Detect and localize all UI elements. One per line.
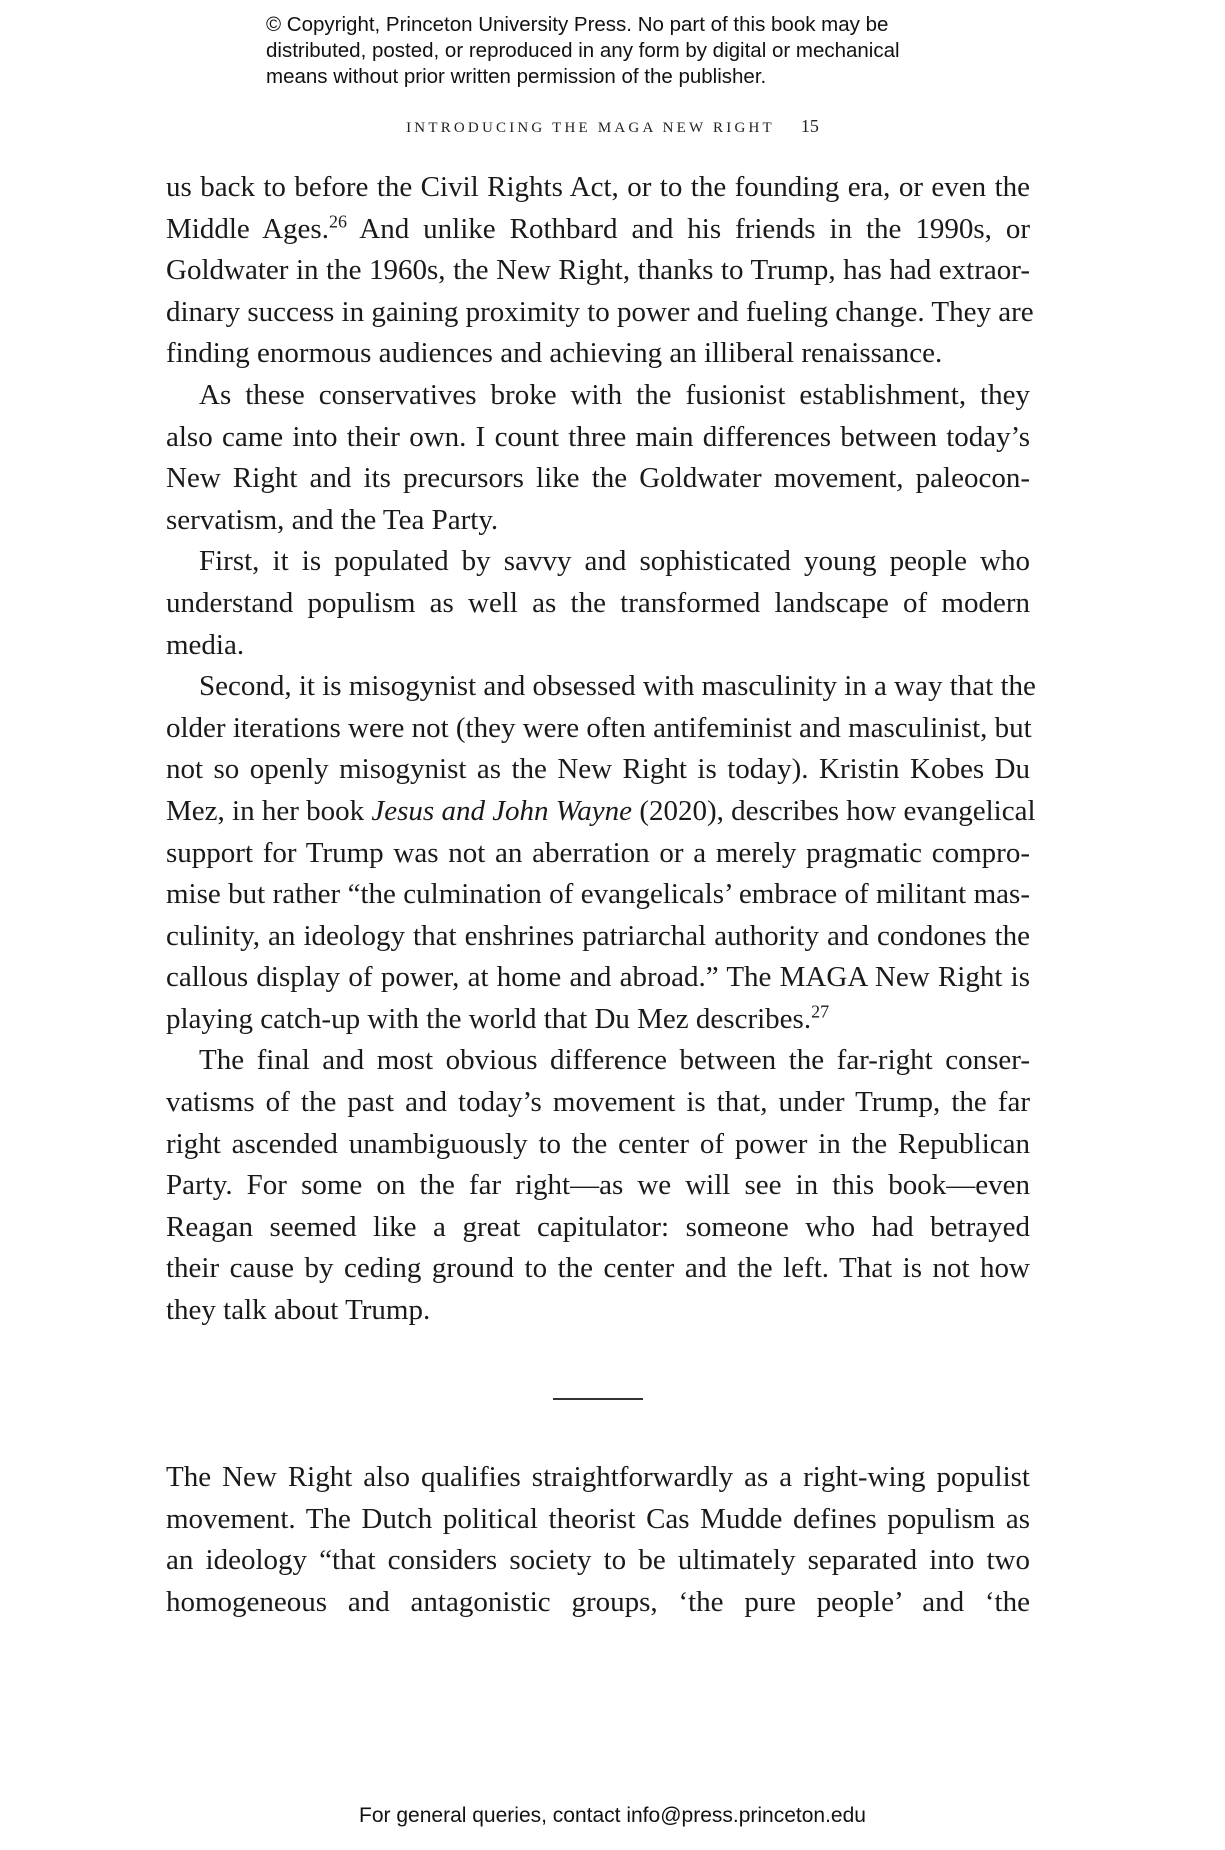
paragraph xyxy=(166,167,1034,375)
text-line: also came into their own. I count three main differences between today’s xyxy=(166,420,1030,453)
text-run: Mez, in her book xyxy=(166,794,372,827)
text-line: First, it is populated by savvy and sophisticated young people who xyxy=(199,545,1030,578)
text-line: right ascended unambiguously to the center of power in the Republican xyxy=(166,1127,1030,1160)
copyright-line: means without prior written permission of the publisher. xyxy=(266,65,767,88)
text-run: Middle Ages. xyxy=(166,212,329,245)
text-line: homogeneous and antagonistic groups, ‘the pure people’ and ‘the xyxy=(166,1585,1030,1618)
footnote-ref[interactable]: 27 xyxy=(811,1001,830,1022)
text-line: dinary success in gaining proximity to power and fueling change. They are xyxy=(166,295,1034,328)
text-line: understand populism as well as the transformed landscape of modern xyxy=(166,586,1030,619)
text-line: Reagan seemed like a great capitulator: someone who had betrayed xyxy=(166,1210,1030,1243)
text-run: (2020), describes how evangelical xyxy=(632,794,1036,827)
text-line: movement. The Dutch political theorist Cas Mudde defines populism as xyxy=(166,1502,1030,1535)
text-line xyxy=(166,209,1030,251)
text-line: an ideology “that considers society to be ultimately separated into two xyxy=(166,1544,1030,1577)
text-line: The final and most obvious difference between the far-right conser- xyxy=(199,1044,1030,1077)
text-line: callous display of power, at home and abroad.” The MAGA New Right is xyxy=(166,961,1030,994)
copyright-line: distributed, posted, or reproduced in any form by digital or mechanical xyxy=(266,39,900,62)
text-line: they talk about Trump. xyxy=(166,1294,431,1327)
text-run: playing catch-up with the world that Du Mez describes. xyxy=(166,1002,812,1035)
text-line: older iterations were not (they were often antifeminist and masculinist, but xyxy=(166,711,1032,744)
text-line: media. xyxy=(166,628,245,661)
text-line: finding enormous audiences and achieving an illiberal renaissance. xyxy=(166,337,943,370)
text-line: Goldwater in the 1960s, the New Right, thanks to Trump, has had extraor- xyxy=(166,254,1030,287)
text-line: support for Trump was not an aberration or a merely pragmatic compro- xyxy=(166,836,1030,869)
text-line: Party. For some on the far right—as we will see in this book—even xyxy=(166,1169,1030,1202)
running-head-title: INTRODUCING THE MAGA NEW RIGHT xyxy=(406,120,775,136)
text-line: New Right and its precursors like the Goldwater movement, paleocon- xyxy=(166,462,1030,495)
text-line xyxy=(166,791,1036,833)
text-run: And unlike Rothbard and his friends in the 1990s, or xyxy=(346,212,1030,245)
footer-contact: For general queries, contact info@press.princeton.edu xyxy=(359,1804,866,1827)
text-line: not so openly misogynist as the New Right is today). Kristin Kobes Du xyxy=(166,753,1030,786)
paragraph xyxy=(166,541,1030,666)
book-title: Jesus and John Wayne xyxy=(371,794,633,827)
running-head xyxy=(0,116,1225,137)
text-line: servatism, and the Tea Party. xyxy=(166,503,499,536)
footnote-ref[interactable]: 26 xyxy=(328,210,347,231)
paragraph xyxy=(166,666,1036,1040)
body-text-section-1 xyxy=(166,167,1036,1332)
text-line: us back to before the Civil Rights Act, or to the founding era, or even the xyxy=(166,171,1030,203)
text-line: As these conservatives broke with the fusionist establishment, they xyxy=(199,378,1030,411)
text-line: Second, it is misogynist and obsessed with masculinity in a way that the xyxy=(199,670,1036,703)
paragraph xyxy=(166,375,1030,541)
text-line: The New Right also qualifies straightforwardly as a right-wing populist xyxy=(166,1461,1030,1493)
page-number: 15 xyxy=(800,116,819,136)
text-line: vatisms of the past and today’s movement is that, under Trump, the far xyxy=(166,1086,1030,1119)
paragraph xyxy=(166,1457,1030,1623)
text-line xyxy=(166,999,1030,1041)
section-divider xyxy=(553,1398,643,1400)
body-text-section-2 xyxy=(166,1457,1030,1623)
copyright-notice xyxy=(266,12,986,90)
text-line: culinity, an ideology that enshrines patriarchal authority and condones the xyxy=(166,919,1030,952)
text-line: mise but rather “the culmination of evangelicals’ embrace of militant mas- xyxy=(166,878,1030,911)
text-line: their cause by ceding ground to the center and the left. That is not how xyxy=(166,1252,1030,1285)
copyright-line: © Copyright, Princeton University Press. No part of this book may be xyxy=(266,13,889,36)
paragraph xyxy=(166,1040,1030,1331)
